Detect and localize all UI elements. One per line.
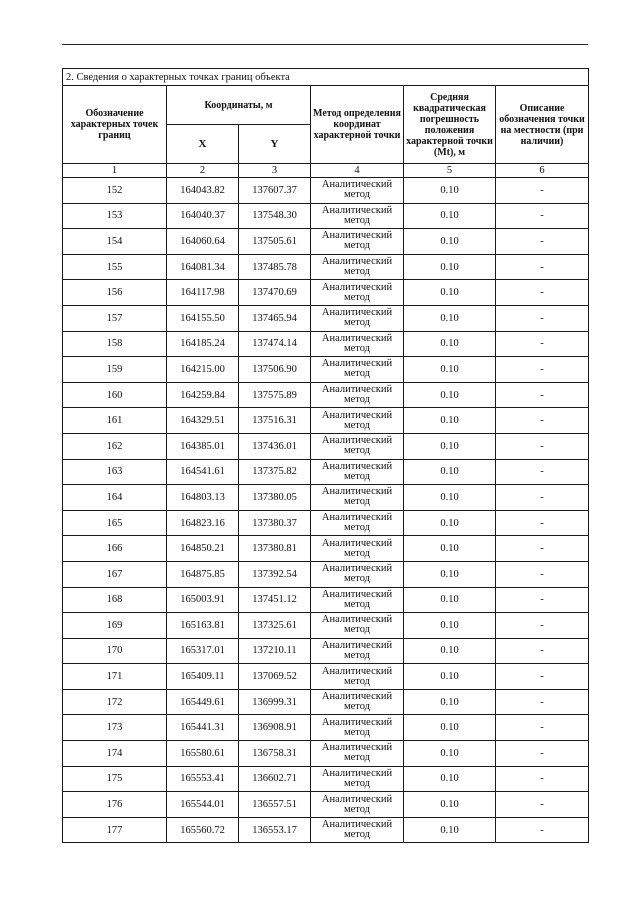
error-cell: 0.10: [404, 305, 496, 331]
point-cell: 158: [63, 331, 167, 357]
description-cell: -: [496, 817, 589, 843]
table-row: [63, 741, 589, 767]
table-row: [63, 229, 589, 255]
y-coordinate-cell: 136602.71: [239, 766, 311, 792]
point-cell: 155: [63, 254, 167, 280]
method-cell: Аналитический метод: [311, 178, 404, 204]
description-cell: -: [496, 382, 589, 408]
point-cell: 176: [63, 792, 167, 818]
description-cell: -: [496, 536, 589, 562]
point-cell: 153: [63, 203, 167, 229]
point-cell: 177: [63, 817, 167, 843]
description-cell: -: [496, 459, 589, 485]
table-body: [63, 178, 589, 843]
table-row: [63, 305, 589, 331]
point-cell: 171: [63, 664, 167, 690]
description-cell: -: [496, 613, 589, 639]
x-coordinate-cell: 164875.85: [167, 561, 239, 587]
table-row: [63, 561, 589, 587]
error-cell: 0.10: [404, 280, 496, 306]
point-cell: 154: [63, 229, 167, 255]
x-coordinate-cell: 164803.13: [167, 485, 239, 511]
point-cell: 174: [63, 741, 167, 767]
y-coordinate-cell: 137380.05: [239, 485, 311, 511]
method-cell: Аналитический метод: [311, 587, 404, 613]
point-cell: 168: [63, 587, 167, 613]
point-cell: 175: [63, 766, 167, 792]
top-rule: [62, 44, 588, 45]
method-cell: Аналитический метод: [311, 382, 404, 408]
description-cell: -: [496, 741, 589, 767]
x-coordinate-cell: 164081.34: [167, 254, 239, 280]
x-coordinate-cell: 165449.61: [167, 689, 239, 715]
y-coordinate-cell: 137380.37: [239, 510, 311, 536]
x-coordinate-cell: 164185.24: [167, 331, 239, 357]
error-cell: 0.10: [404, 203, 496, 229]
table-row: [63, 536, 589, 562]
x-coordinate-cell: 164541.61: [167, 459, 239, 485]
x-coordinate-cell: 164329.51: [167, 408, 239, 434]
x-coordinate-cell: 165553.41: [167, 766, 239, 792]
description-cell: -: [496, 254, 589, 280]
header-error: Средняя квадратическая погрешность положения характерной точки (Mt), м: [404, 86, 496, 164]
x-coordinate-cell: 164215.00: [167, 357, 239, 383]
header-x: X: [167, 125, 239, 164]
table-row: [63, 817, 589, 843]
header-y: Y: [239, 125, 311, 164]
point-cell: 152: [63, 178, 167, 204]
description-cell: -: [496, 305, 589, 331]
table-row: [63, 459, 589, 485]
table-row: [63, 382, 589, 408]
error-cell: 0.10: [404, 766, 496, 792]
method-cell: Аналитический метод: [311, 817, 404, 843]
y-coordinate-cell: 137470.69: [239, 280, 311, 306]
x-coordinate-cell: 164259.84: [167, 382, 239, 408]
description-cell: -: [496, 203, 589, 229]
column-number: 1: [63, 164, 167, 178]
description-cell: -: [496, 664, 589, 690]
description-cell: -: [496, 229, 589, 255]
y-coordinate-cell: 137069.52: [239, 664, 311, 690]
y-coordinate-cell: 137375.82: [239, 459, 311, 485]
y-coordinate-cell: 136557.51: [239, 792, 311, 818]
y-coordinate-cell: 137325.61: [239, 613, 311, 639]
error-cell: 0.10: [404, 638, 496, 664]
table-row: [63, 766, 589, 792]
x-coordinate-cell: 165317.01: [167, 638, 239, 664]
y-coordinate-cell: 137451.12: [239, 587, 311, 613]
method-cell: Аналитический метод: [311, 254, 404, 280]
method-cell: Аналитический метод: [311, 433, 404, 459]
method-cell: Аналитический метод: [311, 203, 404, 229]
table-caption: 2. Сведения о характерных точках границ объекта: [63, 69, 589, 86]
method-cell: Аналитический метод: [311, 561, 404, 587]
y-coordinate-cell: 137607.37: [239, 178, 311, 204]
error-cell: 0.10: [404, 331, 496, 357]
description-cell: -: [496, 587, 589, 613]
x-coordinate-cell: 164385.01: [167, 433, 239, 459]
table-row: [63, 613, 589, 639]
method-cell: Аналитический метод: [311, 741, 404, 767]
table-row: [63, 203, 589, 229]
x-coordinate-cell: 165560.72: [167, 817, 239, 843]
table-row: [63, 715, 589, 741]
description-cell: -: [496, 715, 589, 741]
error-cell: 0.10: [404, 178, 496, 204]
point-cell: 167: [63, 561, 167, 587]
point-cell: 169: [63, 613, 167, 639]
method-cell: Аналитический метод: [311, 408, 404, 434]
description-cell: -: [496, 510, 589, 536]
table-row: [63, 331, 589, 357]
method-cell: Аналитический метод: [311, 638, 404, 664]
x-coordinate-cell: 164823.16: [167, 510, 239, 536]
y-coordinate-cell: 137506.90: [239, 357, 311, 383]
error-cell: 0.10: [404, 382, 496, 408]
table-row: [63, 280, 589, 306]
error-cell: 0.10: [404, 561, 496, 587]
method-cell: Аналитический метод: [311, 331, 404, 357]
x-coordinate-cell: 164060.64: [167, 229, 239, 255]
error-cell: 0.10: [404, 357, 496, 383]
table-row: [63, 792, 589, 818]
method-cell: Аналитический метод: [311, 689, 404, 715]
error-cell: 0.10: [404, 254, 496, 280]
column-number-row: [63, 164, 589, 178]
point-cell: 157: [63, 305, 167, 331]
point-cell: 165: [63, 510, 167, 536]
y-coordinate-cell: 136758.31: [239, 741, 311, 767]
method-cell: Аналитический метод: [311, 715, 404, 741]
point-cell: 170: [63, 638, 167, 664]
x-coordinate-cell: 164043.82: [167, 178, 239, 204]
method-cell: Аналитический метод: [311, 305, 404, 331]
table-row: [63, 485, 589, 511]
description-cell: -: [496, 178, 589, 204]
header-method: Метод определения координат характерной точки: [311, 86, 404, 164]
y-coordinate-cell: 136553.17: [239, 817, 311, 843]
y-coordinate-cell: 137392.54: [239, 561, 311, 587]
table-row: [63, 178, 589, 204]
y-coordinate-cell: 137436.01: [239, 433, 311, 459]
x-coordinate-cell: 165441.31: [167, 715, 239, 741]
point-cell: 156: [63, 280, 167, 306]
error-cell: 0.10: [404, 433, 496, 459]
point-cell: 160: [63, 382, 167, 408]
x-coordinate-cell: 164040.37: [167, 203, 239, 229]
x-coordinate-cell: 165409.11: [167, 664, 239, 690]
y-coordinate-cell: 137575.89: [239, 382, 311, 408]
description-cell: -: [496, 561, 589, 587]
x-coordinate-cell: 165544.01: [167, 792, 239, 818]
y-coordinate-cell: 137485.78: [239, 254, 311, 280]
y-coordinate-cell: 137474.14: [239, 331, 311, 357]
error-cell: 0.10: [404, 792, 496, 818]
column-number: 5: [404, 164, 496, 178]
point-cell: 164: [63, 485, 167, 511]
method-cell: Аналитический метод: [311, 613, 404, 639]
x-coordinate-cell: 164155.50: [167, 305, 239, 331]
description-cell: -: [496, 433, 589, 459]
error-cell: 0.10: [404, 613, 496, 639]
method-cell: Аналитический метод: [311, 536, 404, 562]
error-cell: 0.10: [404, 689, 496, 715]
header-coords: Координаты, м: [167, 86, 311, 125]
point-cell: 173: [63, 715, 167, 741]
description-cell: -: [496, 408, 589, 434]
y-coordinate-cell: 137548.30: [239, 203, 311, 229]
header-description: Описание обозначения точки на местности (при наличии): [496, 86, 589, 164]
description-cell: -: [496, 766, 589, 792]
method-cell: Аналитический метод: [311, 792, 404, 818]
column-number: 6: [496, 164, 589, 178]
error-cell: 0.10: [404, 229, 496, 255]
error-cell: 0.10: [404, 485, 496, 511]
point-cell: 162: [63, 433, 167, 459]
error-cell: 0.10: [404, 741, 496, 767]
description-cell: -: [496, 689, 589, 715]
y-coordinate-cell: 136999.31: [239, 689, 311, 715]
error-cell: 0.10: [404, 408, 496, 434]
description-cell: -: [496, 357, 589, 383]
x-coordinate-cell: 165580.61: [167, 741, 239, 767]
error-cell: 0.10: [404, 510, 496, 536]
description-cell: -: [496, 792, 589, 818]
description-cell: -: [496, 638, 589, 664]
x-coordinate-cell: 165163.81: [167, 613, 239, 639]
y-coordinate-cell: 137380.81: [239, 536, 311, 562]
description-cell: -: [496, 331, 589, 357]
error-cell: 0.10: [404, 536, 496, 562]
column-number: 4: [311, 164, 404, 178]
y-coordinate-cell: 137465.94: [239, 305, 311, 331]
table-row: [63, 587, 589, 613]
table-row: [63, 638, 589, 664]
method-cell: Аналитический метод: [311, 229, 404, 255]
table-row: [63, 689, 589, 715]
point-cell: 161: [63, 408, 167, 434]
method-cell: Аналитический метод: [311, 510, 404, 536]
table-row: [63, 510, 589, 536]
y-coordinate-cell: 137505.61: [239, 229, 311, 255]
y-coordinate-cell: 137210.11: [239, 638, 311, 664]
y-coordinate-cell: 137516.31: [239, 408, 311, 434]
error-cell: 0.10: [404, 587, 496, 613]
method-cell: Аналитический метод: [311, 459, 404, 485]
point-cell: 159: [63, 357, 167, 383]
x-coordinate-cell: 164117.98: [167, 280, 239, 306]
point-cell: 166: [63, 536, 167, 562]
column-number: 3: [239, 164, 311, 178]
method-cell: Аналитический метод: [311, 357, 404, 383]
x-coordinate-cell: 165003.91: [167, 587, 239, 613]
boundary-points-table: [62, 68, 589, 843]
description-cell: -: [496, 485, 589, 511]
table-row: [63, 408, 589, 434]
error-cell: 0.10: [404, 817, 496, 843]
table-row: [63, 254, 589, 280]
table-row: [63, 357, 589, 383]
description-cell: -: [496, 280, 589, 306]
method-cell: Аналитический метод: [311, 485, 404, 511]
error-cell: 0.10: [404, 715, 496, 741]
y-coordinate-cell: 136908.91: [239, 715, 311, 741]
method-cell: Аналитический метод: [311, 664, 404, 690]
table-row: [63, 433, 589, 459]
method-cell: Аналитический метод: [311, 766, 404, 792]
point-cell: 163: [63, 459, 167, 485]
header-point: Обозначение характерных точек границ: [63, 86, 167, 164]
x-coordinate-cell: 164850.21: [167, 536, 239, 562]
point-cell: 172: [63, 689, 167, 715]
method-cell: Аналитический метод: [311, 280, 404, 306]
error-cell: 0.10: [404, 459, 496, 485]
column-number: 2: [167, 164, 239, 178]
error-cell: 0.10: [404, 664, 496, 690]
table-row: [63, 664, 589, 690]
